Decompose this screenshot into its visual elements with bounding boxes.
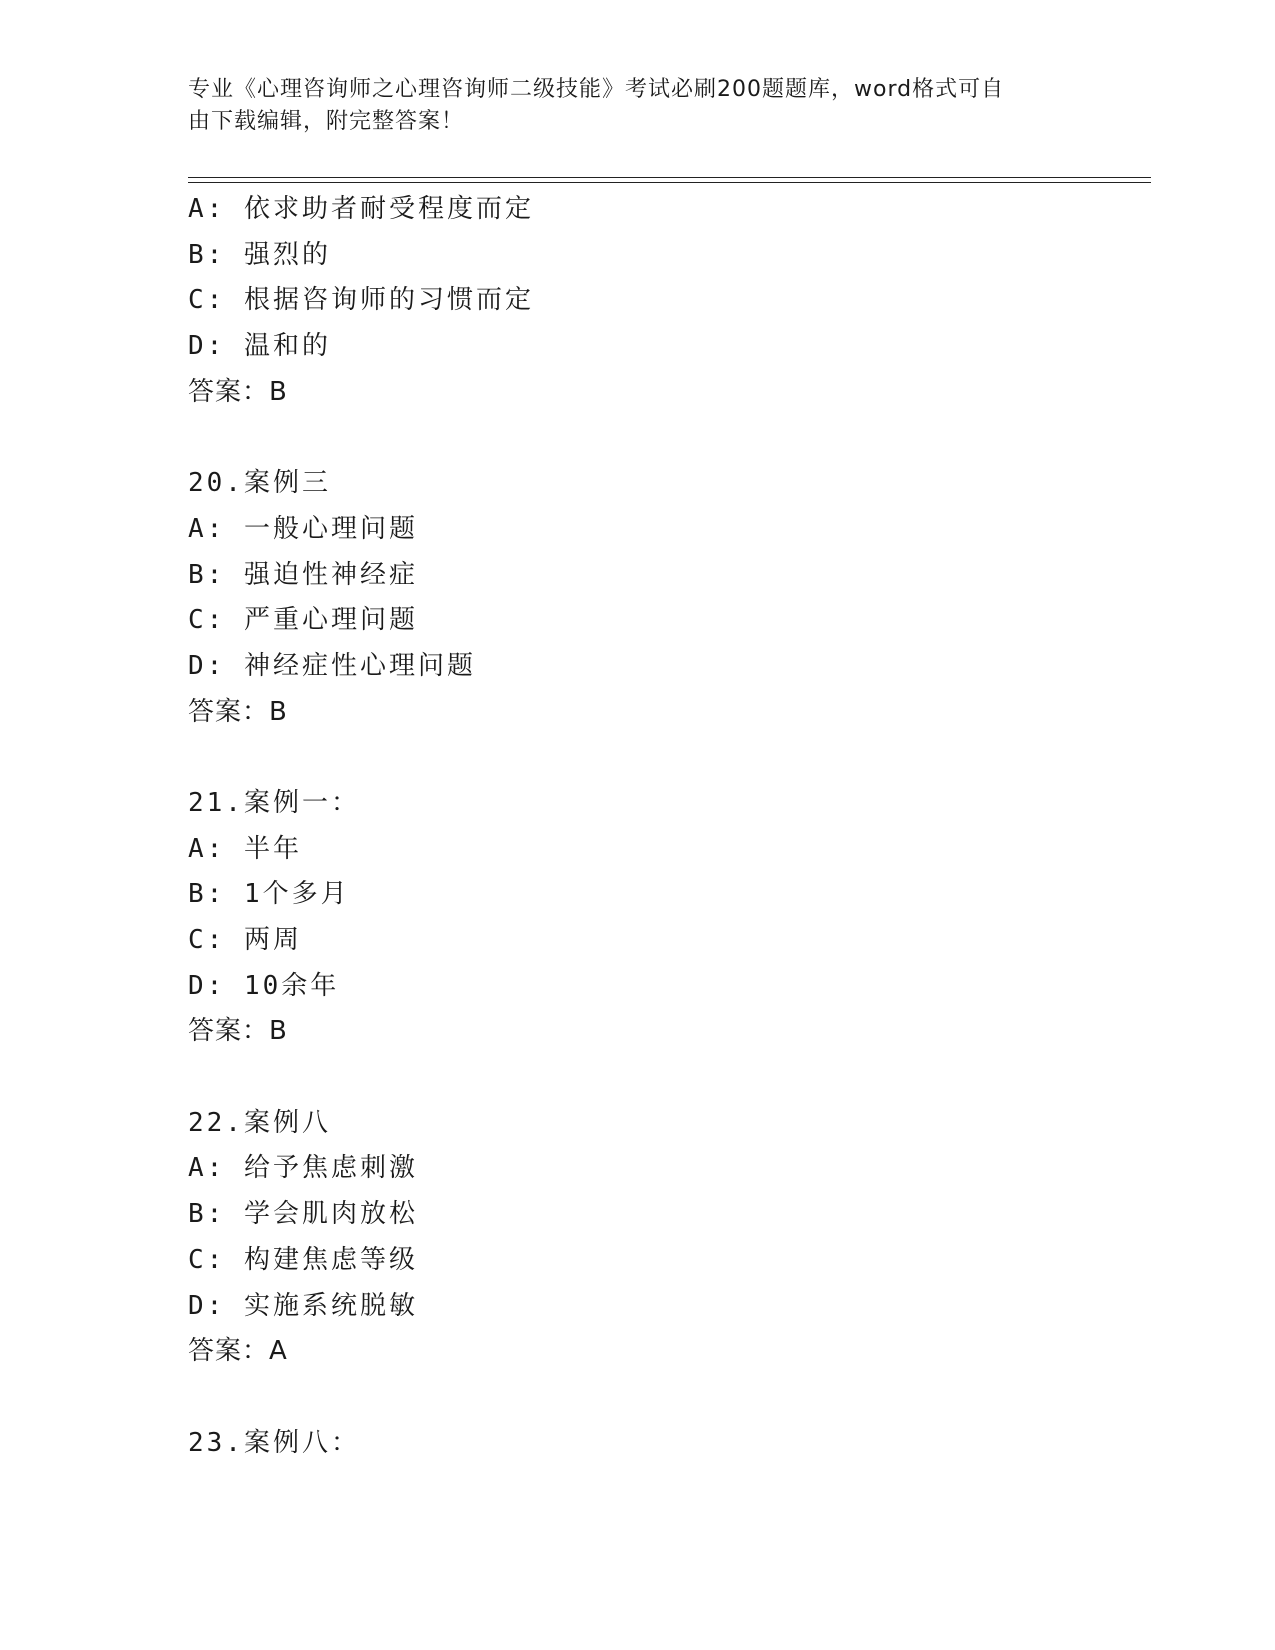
header-line-1: 专业《心理咨询师之心理咨询师二级技能》考试必刷200题题库，word格式可自 bbox=[188, 77, 1005, 102]
header-divider-bottom bbox=[188, 182, 1151, 183]
question-title: 23.案例八： bbox=[188, 1427, 360, 1458]
option-line: A: 依求助者耐受程度而定 bbox=[188, 194, 534, 224]
header-line-2: 由下载编辑，附完整答案！ bbox=[188, 109, 465, 134]
question-list bbox=[188, 187, 1138, 1466]
option-line: C: 两周 bbox=[188, 925, 302, 955]
question-title: 20.案例三 bbox=[188, 468, 331, 499]
option-line: A: 给予焦虑刺激 bbox=[188, 1153, 418, 1184]
header-divider-top bbox=[188, 177, 1151, 178]
option-line: C: 严重心理问题 bbox=[188, 605, 418, 636]
option-line: C: 根据咨询师的习惯而定 bbox=[188, 285, 534, 316]
blank-spacer bbox=[188, 735, 1138, 781]
option-line: D: 温和的 bbox=[188, 331, 331, 362]
option-line: A: 一般心理问题 bbox=[188, 513, 418, 544]
option-line: B: 1个多月 bbox=[188, 879, 350, 910]
blank-spacer bbox=[188, 415, 1138, 461]
option-line: A: 半年 bbox=[188, 833, 302, 864]
option-line: D: 实施系统脱敏 bbox=[188, 1290, 418, 1321]
option-line: C: 构建焦虑等级 bbox=[188, 1244, 418, 1275]
option-line: D: 10余年 bbox=[188, 970, 340, 1001]
document-header bbox=[188, 74, 1068, 138]
option-line: B: 强烈的 bbox=[188, 239, 331, 270]
question-title: 22.案例八 bbox=[188, 1107, 331, 1138]
option-line: D: 神经症性心理问题 bbox=[188, 650, 476, 681]
option-line: B: 强迫性神经症 bbox=[188, 559, 418, 590]
blank-spacer bbox=[188, 1375, 1138, 1421]
option-line: B: 学会肌肉放松 bbox=[188, 1199, 418, 1230]
answer-line: 答案：A bbox=[188, 1336, 288, 1367]
answer-line: 答案：B bbox=[188, 696, 288, 727]
answer-line: 答案：B bbox=[188, 1016, 288, 1047]
answer-line: 答案：B bbox=[188, 376, 288, 407]
blank-spacer bbox=[188, 1055, 1138, 1101]
question-title: 21.案例一： bbox=[188, 787, 360, 818]
